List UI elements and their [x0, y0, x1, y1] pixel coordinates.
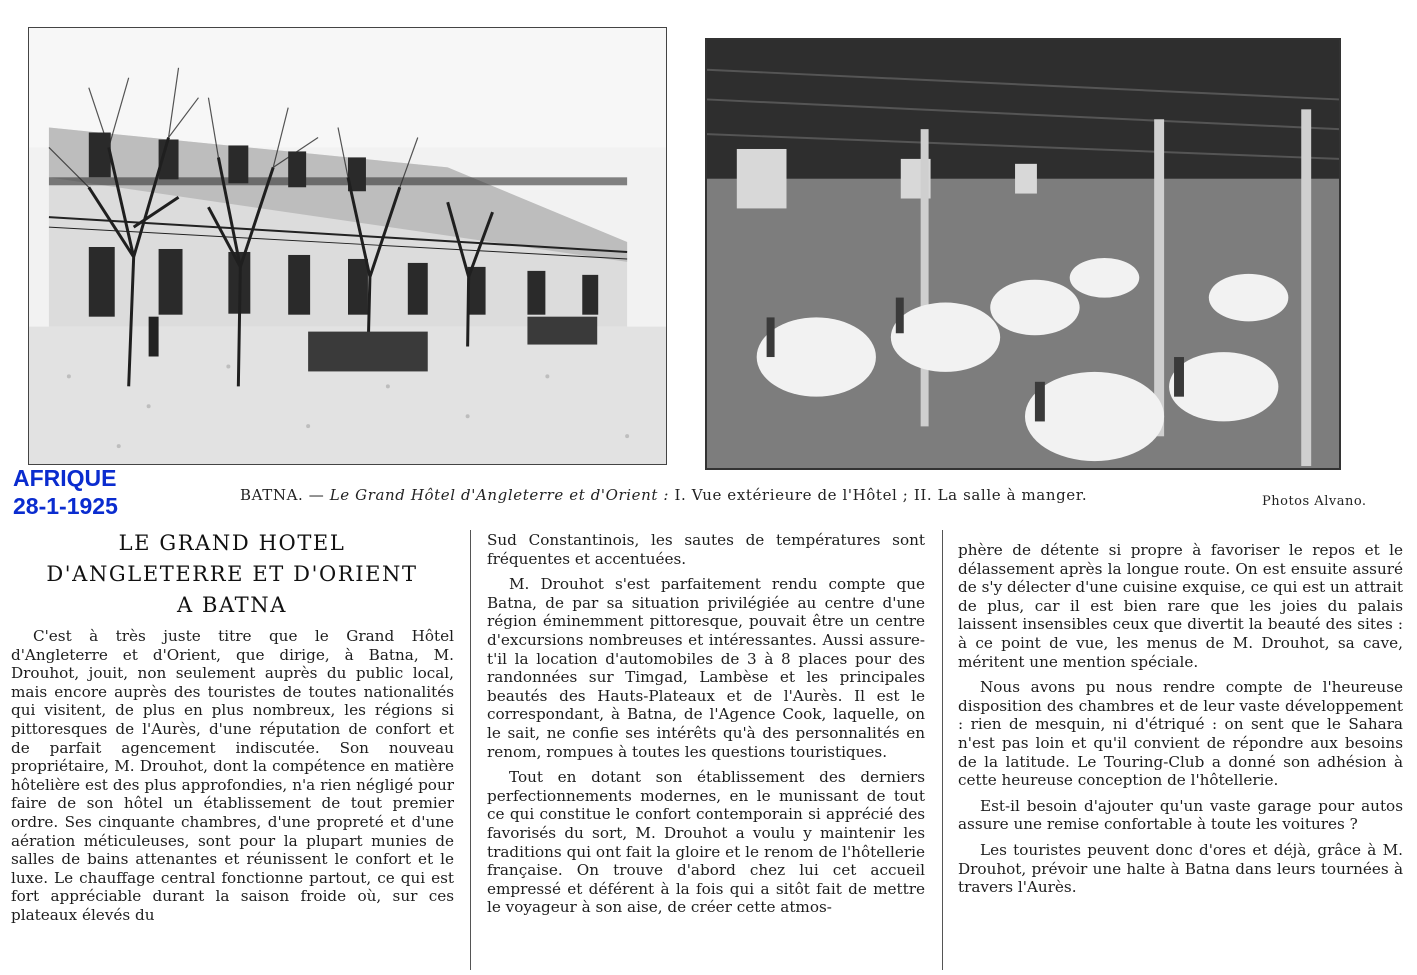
paragraph: Les touristes peuvent donc d'ores et déjà, grâce à M. Drouhot, prévoir une halte à Batna dans leurs tournées à travers l'Aurès.	[958, 840, 1403, 897]
column-divider	[942, 530, 943, 970]
paragraph: Sud Constantinois, les sautes de températures sont fréquentes et accentuées.	[487, 531, 925, 568]
caption-text: I. Vue extérieure de l'Hôtel ; II. La salle à manger.	[674, 486, 1088, 504]
paragraph: C'est à très juste titre que le Grand Hôtel d'Angleterre et d'Orient, que dirige, à Batna, M. Drouhot, jouit, non seulement auprès du public local, mais encore auprès des touristes de toutes nationalités qui visitent, de plus en plus nombreux, les régions si pittoresques de l'Aurès, d'une réputation de confort et de parfait agencement indiscutée. Son nouveau propriétaire, M. Drouhot, dont la compétence en matière hôtelière est des plus approfondies, n'a rien négligé pour faire de son hôtel un établissement de tout premier ordre. Ses cinquante chambres, d'une propreté et d'une aération méticuleuses, sont pour la plupart munies de salles de bains attenantes et réunissent le confort et le luxe. Le chauffage central fonctionne partout, ce qui est fort appréciable durant la saison froide où, sur ces plateaux élevés du	[11, 627, 454, 924]
paragraph: M. Drouhot s'est parfaitement rendu compte que Batna, de par sa situation privilégiée au centre d'une région éminemment pittoresque, pouvait être un centre d'excursions nombreuses et intéressantes. Aussi assure-t'il la location d'automobiles de 3 à 8 places pour des randonnées sur Timgad, Lambèse et les principales beautés des Hauts-Plateaux et de l'Aurès. Il est le correspondant, à Batna, de l'Agence Cook, laquelle, on le sait, ne confie ses intérêts qu'à des personnalités en renom, rompues à toutes les questions touristiques.	[487, 575, 925, 761]
paragraph: Tout en dotant son établissement des derniers perfectionnements modernes, en le munissant de tout ce qui constitue le confort contemporain si apprécié des favorisés du sort, M. Drouhot a voulu y maintenir les traditions qui ont fait la gloire et le renom de l'hôtellerie française. On trouve d'abord chez lui cet accueil empressé et déférent à la fois qui a sitôt fait de mettre le voyageur à son aise, de créer cette atmos-	[487, 768, 925, 917]
title-line: LE GRAND HOTEL	[118, 531, 346, 555]
paragraph: Est-il besoin d'ajouter qu'un vaste garage pour autos assure une remise confortable à toute les voitures ?	[958, 796, 1403, 834]
article-column-2	[487, 531, 925, 924]
article-column-1	[11, 627, 454, 932]
title-line: D'ANGLETERRE ET D'ORIENT	[46, 562, 418, 586]
hotel-exterior-photo	[28, 27, 667, 465]
title-line: A BATNA	[176, 593, 288, 617]
column-divider	[470, 530, 471, 970]
photo-caption	[240, 486, 1087, 504]
stamp-label: AFRIQUE	[13, 465, 117, 491]
paragraph: phère de détente si propre à favoriser le repos et le délassement après la longue route. On est ensuite assuré de s'y délecter d'une cuisine exquise, ce qui est un attrait de plus, car il est bien rare que les joies du palais laissent insensibles ceux que divertit la beauté des sites : à ce point de vue, les menus de M. Drouhot, sa cave, méritent une mention spéciale.	[958, 541, 1403, 671]
caption-hotel-name: Le Grand Hôtel d'Angleterre et d'Orient :	[329, 486, 670, 504]
dining-room-photo	[705, 38, 1341, 470]
photo-credit: Photos Alvano.	[1262, 494, 1367, 509]
article-column-3	[958, 541, 1403, 904]
article-title	[10, 528, 454, 621]
caption-place: BATNA. —	[240, 486, 325, 504]
stamp-date: 28-1-1925	[13, 493, 118, 519]
paragraph: Nous avons pu nous rendre compte de l'heureuse disposition des chambres et de leur vaste développement : rien de mesquin, ni d'étriqué : on sent que le Sahara n'est pas loin et qu'il convient de répondre aux besoins de la latitude. Le Touring-Club a donné son adhésion à cette heureuse conception de l'hôtellerie.	[958, 678, 1403, 790]
